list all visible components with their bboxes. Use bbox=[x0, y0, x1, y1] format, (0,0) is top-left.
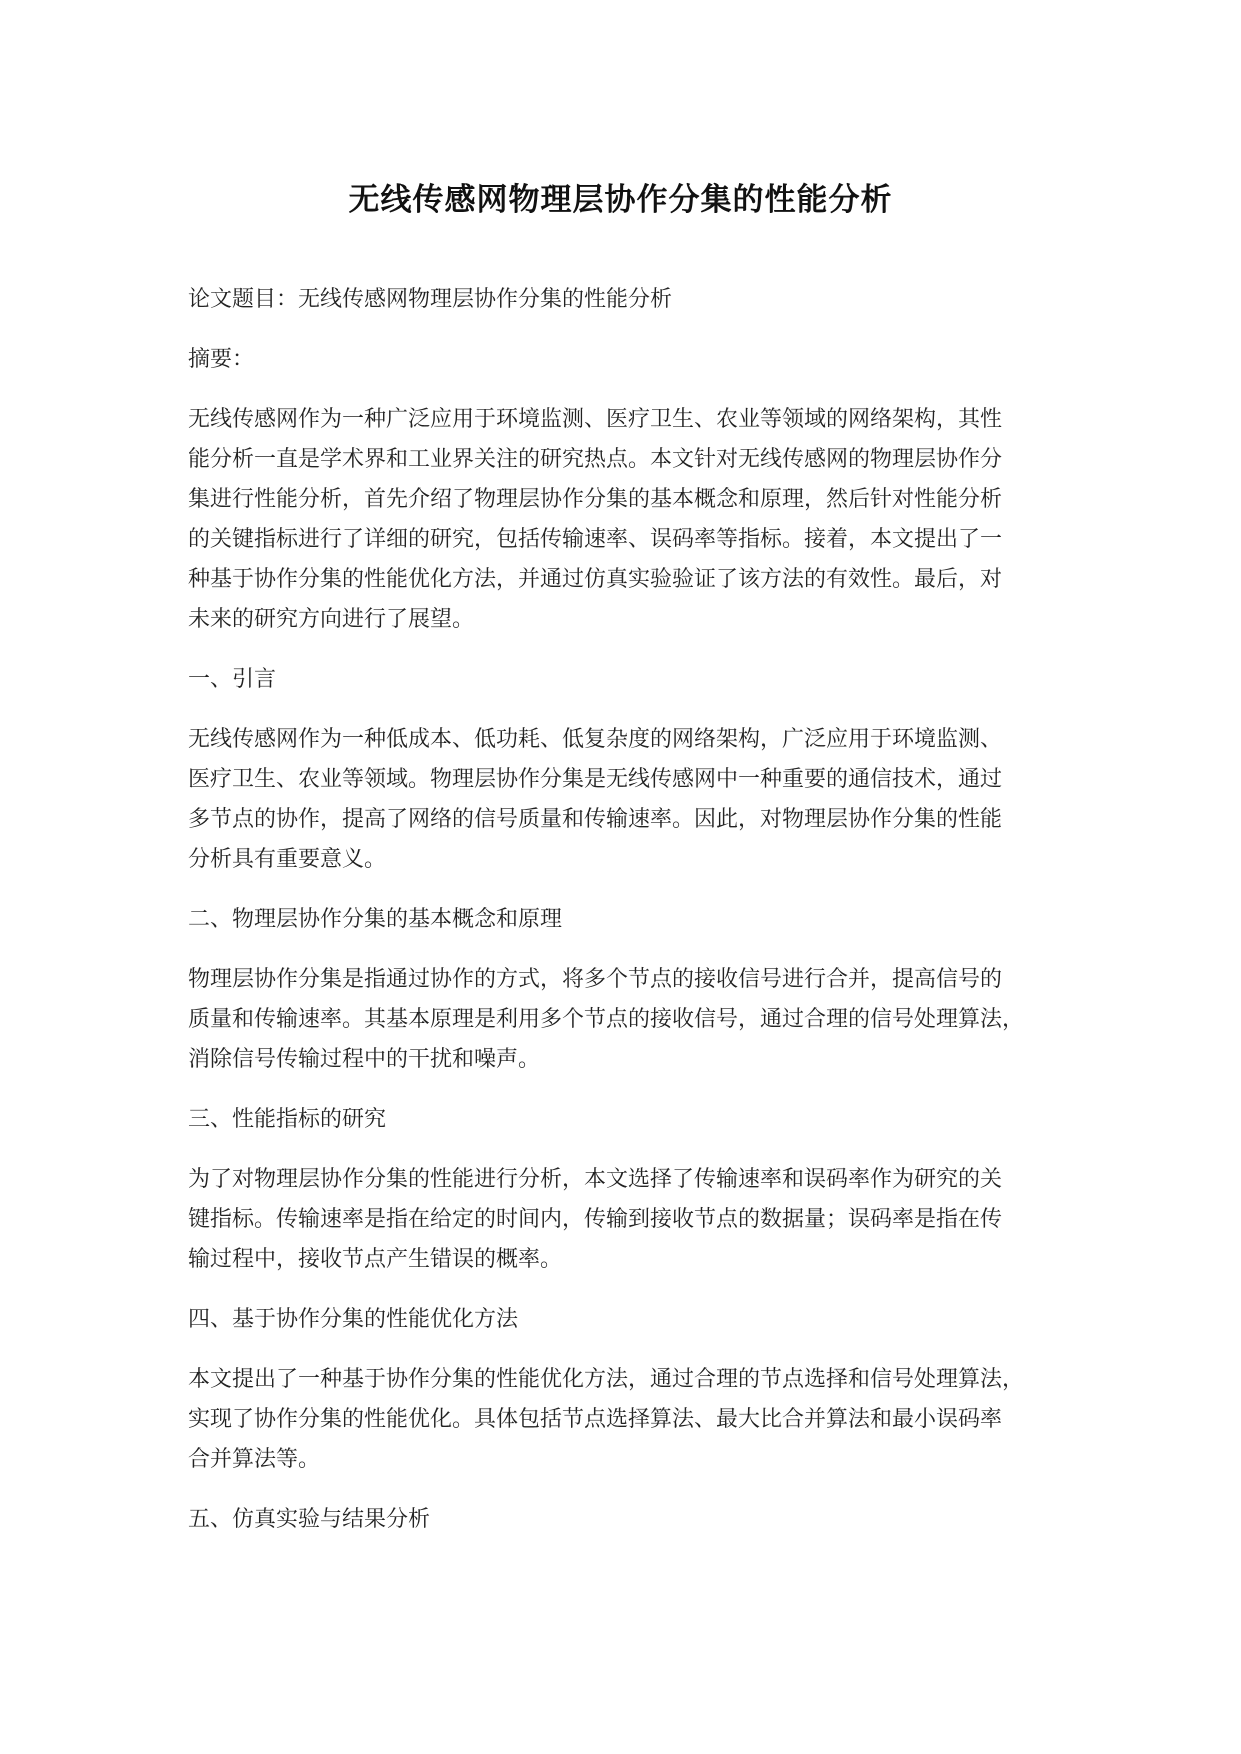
paragraph-line: 能分析一直是学术界和工业界关注的研究热点。本文针对无线传感网的物理层协作分 bbox=[188, 447, 1003, 472]
paragraph-line: 实现了协作分集的性能优化。具体包括节点选择算法、最大比合并算法和最小误码率 bbox=[188, 1407, 1003, 1432]
topic-text: 论文题目：无线传感网物理层协作分集的性能分析 bbox=[188, 287, 673, 312]
paragraph-line: 无线传感网作为一种低成本、低功耗、低复杂度的网络架构，广泛应用于环境监测、 bbox=[188, 727, 1003, 752]
section-heading-introduction bbox=[188, 660, 1088, 700]
section-heading-text: 五、仿真实验与结果分析 bbox=[188, 1507, 431, 1532]
introduction-paragraph bbox=[188, 720, 1088, 880]
paragraph-line: 消除信号传输过程中的干扰和噪声。 bbox=[188, 1047, 541, 1072]
topic-line bbox=[188, 280, 1088, 320]
document-body bbox=[188, 280, 1088, 1560]
paragraph-line: 医疗卫生、农业等领域。物理层协作分集是无线传感网中一种重要的通信技术，通过 bbox=[188, 767, 1003, 792]
paragraph-line: 无线传感网作为一种广泛应用于环境监测、医疗卫生、农业等领域的网络架构，其性 bbox=[188, 407, 1003, 432]
abstract-label bbox=[188, 340, 1088, 380]
paragraph-line: 键指标。传输速率是指在给定的时间内，传输到接收节点的数据量；误码率是指在传 bbox=[188, 1207, 1003, 1232]
section-heading-concepts bbox=[188, 900, 1088, 940]
section-heading-text: 二、物理层协作分集的基本概念和原理 bbox=[188, 907, 563, 932]
paragraph-line: 的关键指标进行了详细的研究，包括传输速率、误码率等指标。接着，本文提出了一 bbox=[188, 527, 1003, 552]
section-heading-metrics bbox=[188, 1100, 1088, 1140]
paragraph-line: 集进行性能分析，首先介绍了物理层协作分集的基本概念和原理，然后针对性能分析 bbox=[188, 487, 1003, 512]
abstract-paragraph bbox=[188, 400, 1088, 640]
paragraph-line: 物理层协作分集是指通过协作的方式，将多个节点的接收信号进行合并，提高信号的 bbox=[188, 967, 1003, 992]
section-heading-simulation bbox=[188, 1500, 1088, 1540]
paragraph-line: 合并算法等。 bbox=[188, 1447, 321, 1472]
section-heading-text: 三、性能指标的研究 bbox=[188, 1107, 387, 1132]
paragraph-line: 种基于协作分集的性能优化方法，并通过仿真实验验证了该方法的有效性。最后，对 bbox=[188, 567, 1003, 592]
metrics-paragraph bbox=[188, 1160, 1088, 1280]
section-heading-text: 四、基于协作分集的性能优化方法 bbox=[188, 1307, 519, 1332]
section-heading-optimization bbox=[188, 1300, 1088, 1340]
optimization-paragraph bbox=[188, 1360, 1088, 1480]
section-heading-text: 一、引言 bbox=[188, 667, 277, 692]
paragraph-line: 为了对物理层协作分集的性能进行分析，本文选择了传输速率和误码率作为研究的关 bbox=[188, 1167, 1003, 1192]
paragraph-line: 未来的研究方向进行了展望。 bbox=[188, 607, 475, 632]
paragraph-line: 分析具有重要意义。 bbox=[188, 847, 387, 872]
abstract-label-text: 摘要： bbox=[188, 347, 255, 372]
paragraph-line: 多节点的协作，提高了网络的信号质量和传输速率。因此，对物理层协作分集的性能 bbox=[188, 807, 1003, 832]
paragraph-line: 本文提出了一种基于协作分集的性能优化方法，通过合理的节点选择和信号处理算法， bbox=[188, 1367, 1025, 1392]
document-title: 无线传感网物理层协作分集的性能分析 bbox=[348, 182, 893, 218]
paragraph-line: 质量和传输速率。其基本原理是利用多个节点的接收信号，通过合理的信号处理算法， bbox=[188, 1007, 1025, 1032]
paragraph-line: 输过程中，接收节点产生错误的概率。 bbox=[188, 1247, 563, 1272]
concepts-paragraph bbox=[188, 960, 1088, 1080]
